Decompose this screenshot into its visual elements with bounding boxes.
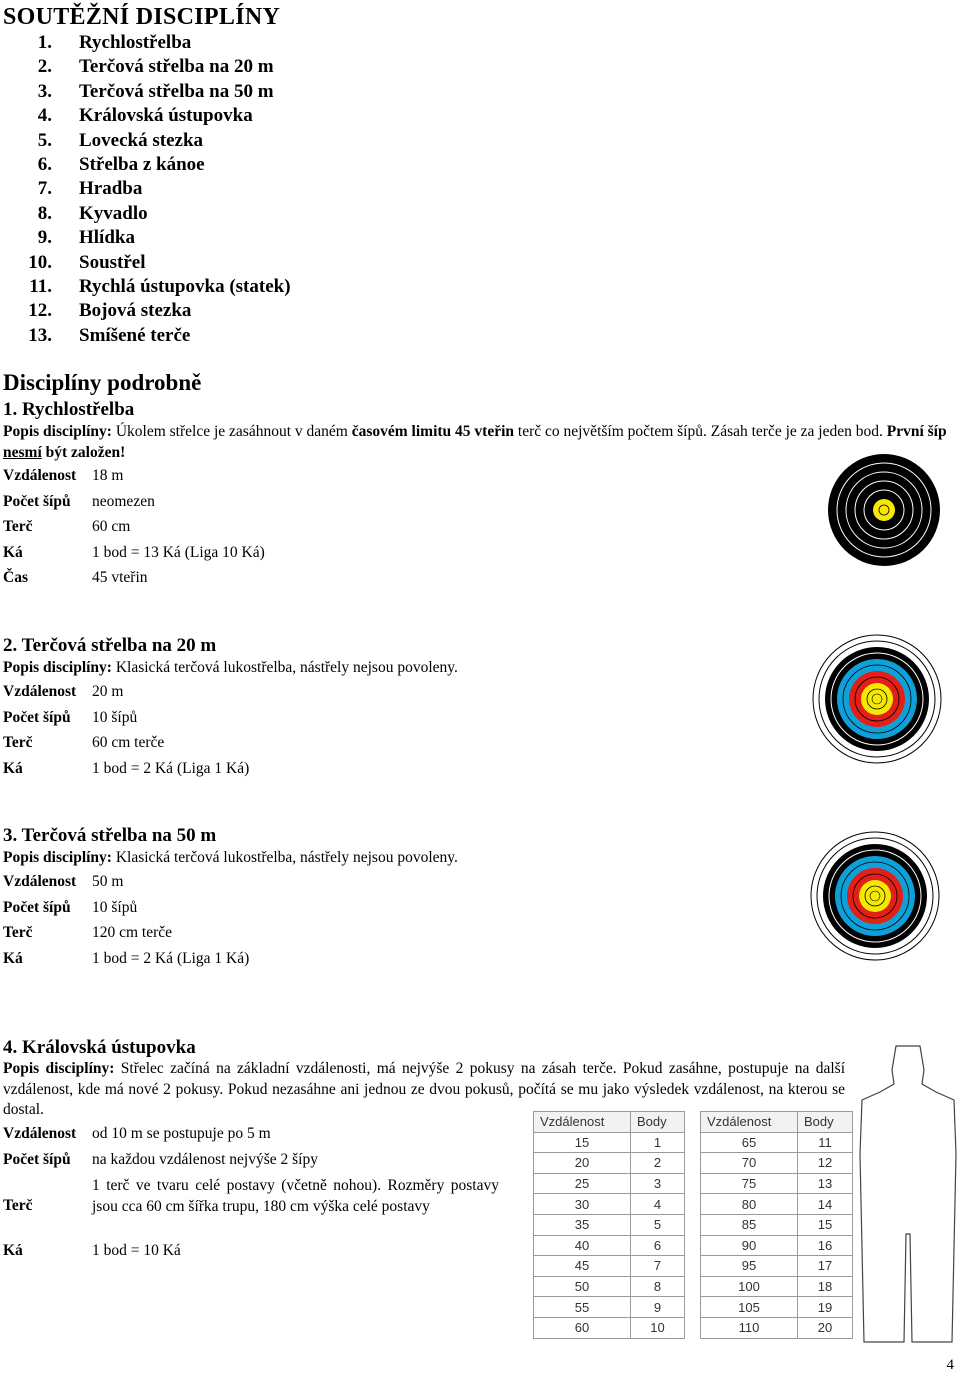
list-number: 1. (37, 32, 52, 53)
table-cell: 60 (534, 1317, 631, 1338)
column-header-points: Body (631, 1112, 685, 1133)
list-label: Lovecká stezka (79, 129, 204, 151)
table-row (701, 1214, 853, 1235)
description-text: terč co největším počtem šípů. Zásah terče je za jeden bod. (514, 423, 887, 440)
list-label: Střelba z kánoe (79, 153, 205, 175)
table-cell: 16 (798, 1235, 853, 1256)
table-cell: 40 (534, 1235, 631, 1256)
table-row (534, 1276, 685, 1297)
param-label: Počet šípů (3, 492, 71, 510)
param-value: 60 cm (92, 518, 131, 535)
list-label: Hradba (79, 178, 143, 200)
section-2-title: 2. Terčová střelba na 20 m (3, 635, 217, 656)
detail-heading: Disciplíny podrobně (3, 370, 202, 395)
description-label: Popis disciplíny: (3, 1060, 115, 1077)
table-cell: 95 (701, 1256, 798, 1277)
table-cell: 25 (534, 1173, 631, 1194)
column-header-distance: Vzdálenost (701, 1112, 798, 1133)
column-header-points: Body (798, 1112, 853, 1133)
list-number: 5. (37, 129, 52, 151)
table-cell: 15 (534, 1132, 631, 1153)
param-label: Čas (3, 569, 28, 586)
table-cell: 30 (534, 1194, 631, 1215)
param-label: Terč (3, 734, 33, 751)
human-silhouette-target-icon (858, 1044, 958, 1344)
param-value: 60 cm terče (92, 734, 165, 751)
list-number: 7. (37, 178, 52, 200)
table-cell: 4 (631, 1194, 685, 1215)
table-cell: 2 (631, 1153, 685, 1174)
table-cell: 65 (701, 1132, 798, 1153)
param-label: Vzdálenost (3, 683, 77, 700)
list-number: 6. (37, 153, 52, 175)
list-label: Terčová střelba na 20 m (79, 56, 274, 78)
table-cell: 10 (631, 1317, 685, 1338)
table-row (534, 1153, 685, 1174)
distance-points-table-right (700, 1111, 853, 1339)
param-label: Počet šípů (3, 1150, 71, 1168)
param-value: 50 m (92, 873, 124, 890)
param-label: Počet šípů (3, 898, 71, 916)
param-label: Ká (3, 1242, 23, 1259)
list-number: 2. (37, 56, 52, 78)
list-number: 9. (37, 227, 52, 249)
list-label: Rychlá ústupovka (statek) (79, 275, 291, 297)
table-row (701, 1194, 853, 1215)
table-row (701, 1173, 853, 1194)
list-label: Královská ústupovka (79, 105, 253, 127)
param-value: na každou vzdálenost nejvýše 2 šípy (92, 1150, 318, 1168)
list-label: Smíšené terče (79, 324, 191, 346)
table-cell: 100 (701, 1276, 798, 1297)
param-label: Vzdálenost (3, 467, 77, 484)
section-1-description (3, 422, 957, 463)
table-cell: 17 (798, 1256, 853, 1277)
description-emphasis: časovém limitu 45 vteřin (351, 423, 515, 440)
table-cell: 5 (631, 1214, 685, 1235)
param-label: Terč (3, 518, 33, 535)
section-3-title: 3. Terčová střelba na 50 m (3, 825, 217, 846)
param-value: 20 m (92, 683, 124, 700)
list-label: Soustřel (79, 251, 146, 273)
list-label: Hlídka (79, 227, 135, 249)
description-text: Klasická terčová lukostřelba, nástřely nejsou povoleny. (115, 849, 458, 866)
table-cell: 20 (798, 1317, 853, 1338)
param-label: Ká (3, 759, 23, 777)
table-cell: 90 (701, 1235, 798, 1256)
list-label: Bojová stezka (79, 300, 192, 322)
list-number: 4. (37, 105, 52, 127)
list-number: 3. (37, 80, 52, 102)
table-cell: 7 (631, 1256, 685, 1277)
color-target-icon (812, 634, 942, 764)
param-label: Terč (3, 924, 33, 941)
param-label: Terč (3, 1197, 33, 1214)
table-row (534, 1256, 685, 1277)
description-text: Úkolem střelce je zasáhnout v daném (115, 423, 352, 440)
distance-points-table-left (533, 1111, 685, 1339)
table-cell: 35 (534, 1214, 631, 1235)
table-cell: 6 (631, 1235, 685, 1256)
list-number: 12. (28, 300, 52, 322)
list-label: Kyvadlo (79, 202, 148, 224)
list-number: 13. (28, 324, 52, 346)
list-number: 8. (37, 202, 52, 224)
table-cell: 11 (798, 1132, 853, 1153)
table-cell: 19 (798, 1297, 853, 1318)
table-row (701, 1256, 853, 1277)
table-row (701, 1276, 853, 1297)
param-value: 10 šípů (92, 898, 138, 916)
table-cell: 13 (798, 1173, 853, 1194)
color-target-icon (810, 831, 940, 961)
table-row (534, 1194, 685, 1215)
list-label: Rychlostřelba (79, 32, 192, 53)
table-cell: 75 (701, 1173, 798, 1194)
table-cell: 1 (631, 1132, 685, 1153)
param-value: 1 terč ve tvaru celé postavy (včetně nohou). Rozměry postavy jsou cca 60 cm šířka trupu, 180 cm výška celé postavy (92, 1177, 499, 1215)
description-emphasis: být založen! (41, 443, 126, 461)
param-label: Vzdálenost (3, 1125, 77, 1142)
table-cell: 14 (798, 1194, 853, 1215)
description-label: Popis disciplíny: (3, 849, 112, 866)
section-4-title: 4. Královská ústupovka (3, 1037, 196, 1058)
table-row (534, 1173, 685, 1194)
table-cell: 110 (701, 1317, 798, 1338)
table-cell: 20 (534, 1153, 631, 1174)
black-target-icon (827, 453, 941, 567)
description-text: Střelec začíná na základní vzdálenosti, má nejvýše 2 pokusy na zásah terče. Pokud zasáhne, postupuje na další vzdálenost, kde má nové 2 pokusy. Pokud nezasáhne ani jednou ze dvou pokusů, počítá se mu jako výsledek vzdálenost, na kterou se dostal. (3, 1060, 846, 1118)
table-row (701, 1235, 853, 1256)
table-header-row (701, 1112, 853, 1133)
list-number: 10. (28, 251, 52, 273)
section-1-title: 1. Rychlostřelba (3, 399, 135, 420)
list-number: 11. (29, 275, 52, 297)
page-number: 4 (946, 1357, 954, 1373)
param-value: 1 bod = 2 Ká (Liga 1 Ká) (92, 949, 250, 967)
table-cell: 105 (701, 1297, 798, 1318)
table-cell: 12 (798, 1153, 853, 1174)
param-label: Ká (3, 949, 23, 967)
table-cell: 55 (534, 1297, 631, 1318)
description-emphasis: První šíp (886, 423, 947, 440)
table-row (534, 1235, 685, 1256)
page-heading: SOUTĚŽNÍ DISCIPLÍNY (3, 4, 281, 30)
table-row (701, 1317, 853, 1338)
table-cell: 9 (631, 1297, 685, 1318)
table-row (534, 1317, 685, 1338)
param-value: 1 bod = 10 Ká (92, 1242, 181, 1259)
table-cell: 70 (701, 1153, 798, 1174)
param-value: od 10 m se postupuje po 5 m (92, 1125, 271, 1142)
description-label: Popis disciplíny: (3, 423, 112, 440)
table-header-row (534, 1112, 685, 1133)
table-row (534, 1214, 685, 1235)
table-row (534, 1297, 685, 1318)
table-cell: 85 (701, 1214, 798, 1235)
table-cell: 3 (631, 1173, 685, 1194)
param-value: 45 vteřin (92, 569, 148, 586)
param-value: 120 cm terče (92, 924, 173, 941)
description-text: Klasická terčová lukostřelba, nástřely nejsou povoleny. (115, 659, 458, 676)
table-row (701, 1132, 853, 1153)
param-value: 18 m (92, 467, 124, 484)
table-cell: 18 (798, 1276, 853, 1297)
column-header-distance: Vzdálenost (534, 1112, 631, 1133)
param-value: 10 šípů (92, 708, 138, 726)
param-label: Vzdálenost (3, 873, 77, 890)
param-value: 1 bod = 2 Ká (Liga 1 Ká) (92, 759, 250, 777)
table-cell: 45 (534, 1256, 631, 1277)
table-cell: 15 (798, 1214, 853, 1235)
table-row (534, 1132, 685, 1153)
param-value: 1 bod = 13 Ká (Liga 10 Ká) (92, 543, 265, 561)
description-label: Popis disciplíny: (3, 659, 112, 676)
table-cell: 8 (631, 1276, 685, 1297)
table-row (701, 1297, 853, 1318)
table-row (701, 1153, 853, 1174)
table-cell: 50 (534, 1276, 631, 1297)
table-cell: 80 (701, 1194, 798, 1215)
param-label: Ká (3, 543, 23, 561)
param-label: Počet šípů (3, 708, 71, 726)
list-label: Terčová střelba na 50 m (79, 80, 274, 102)
description-emphasis: nesmí (3, 443, 42, 461)
param-value: neomezen (92, 492, 155, 510)
